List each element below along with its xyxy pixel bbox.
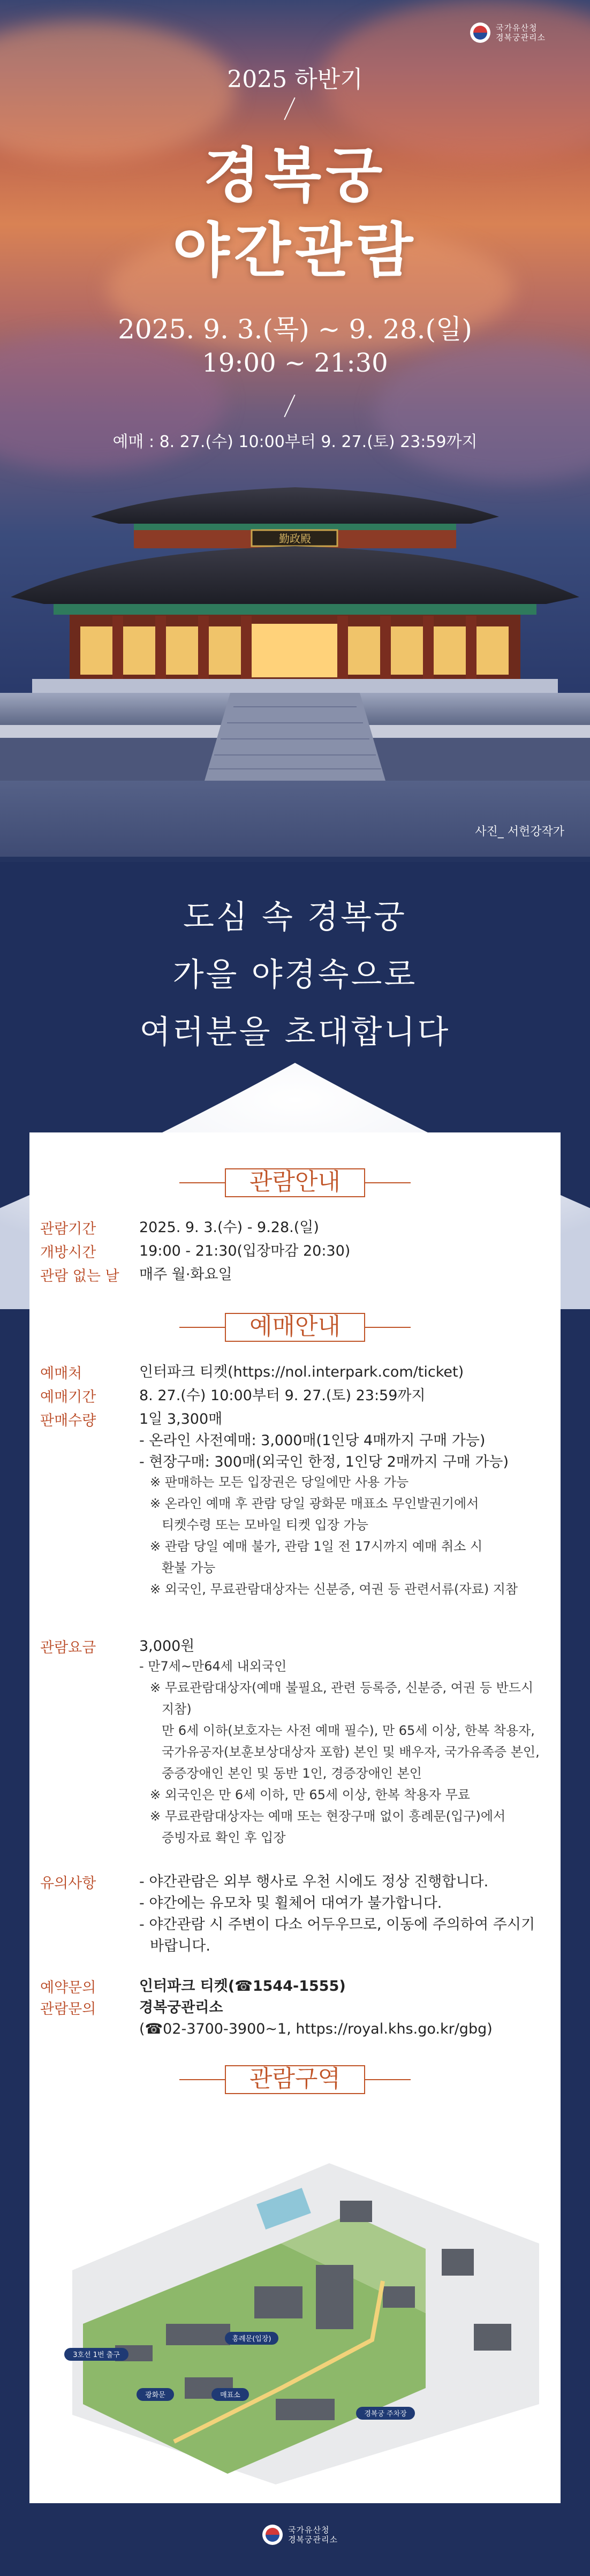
info-card bbox=[29, 1132, 561, 2503]
info-value: 19:00 - 21:30(입장마감 20:30) bbox=[139, 1243, 351, 1259]
section-title-label: 예매안내 bbox=[249, 1313, 341, 1340]
info-row-booking-period bbox=[40, 1385, 551, 1407]
map-label-ticket-office: 매표소 bbox=[220, 2391, 240, 2399]
quantity-line: - 현장구매: 300매(외국인 한정, 1인당 2매까지 구매 가능) bbox=[139, 1454, 509, 1470]
fee-details bbox=[139, 1636, 551, 1850]
quantity-note: ※ 관람 당일 예매 불가, 관람 1일 전 17시까지 예매 취소 시 bbox=[150, 1539, 483, 1554]
hero-subtitle: 2025 하반기 bbox=[227, 66, 363, 93]
caution-line: - 야간관람은 외부 행사로 우천 시에도 정상 진행합니다. bbox=[139, 1874, 489, 1890]
contact-link[interactable]: (☎02-3700-3900~1, https://royal.khs.go.kr/gbg) bbox=[139, 2021, 493, 2037]
seller-link[interactable]: 인터파크 티켓(https://nol.interpark.com/ticket) bbox=[139, 1364, 464, 1380]
info-key: 관람요금 bbox=[40, 1640, 96, 1656]
quantity-line: - 온라인 사전예매: 3,000매(1인당 4매까지 구매 가능) bbox=[139, 1432, 486, 1449]
info-value: 매주 월·화요일 bbox=[139, 1266, 232, 1283]
divider-slash bbox=[284, 395, 295, 418]
quantity-note: 환불 가능 bbox=[162, 1560, 216, 1575]
palace-area-map bbox=[51, 2163, 539, 2484]
info-row-caution bbox=[40, 1871, 551, 1968]
fee-line: - 만7세~만64세 내외국인 bbox=[139, 1659, 287, 1674]
org-name-line2: 경복궁관리소 bbox=[496, 33, 546, 42]
contact-line: 인터파크 티켓(☎1544-1555) bbox=[139, 1978, 346, 1995]
caution-details bbox=[139, 1871, 551, 1957]
fee-line: 3,000원 bbox=[139, 1638, 195, 1655]
event-times: 19:00 ~ 21:30 bbox=[202, 348, 388, 378]
palace-illustration bbox=[0, 471, 590, 857]
info-row-closed-days bbox=[40, 1264, 551, 1286]
fee-note: 지참) bbox=[162, 1702, 192, 1717]
quantity-note: 티켓수령 또는 모바일 티켓 입장 가능 bbox=[162, 1517, 368, 1532]
fee-note: 국가유공자(보훈보상대상자 포함) 본인 및 배우자, 국가유족증 본인, bbox=[162, 1744, 540, 1759]
section-title-reservation bbox=[29, 1304, 561, 1347]
quantity-note: ※ 온라인 예매 후 관람 당일 광화문 매표소 무인발권기에서 bbox=[150, 1496, 479, 1511]
fee-note: ※ 무료관람대상자는 예매 또는 현장구매 없이 흥례문(입구)에서 bbox=[150, 1809, 506, 1824]
info-row-quantity bbox=[40, 1409, 551, 1644]
quantity-details bbox=[139, 1409, 551, 1601]
info-row-fee bbox=[40, 1636, 551, 1871]
hero-section bbox=[0, 0, 590, 862]
divider-slash bbox=[284, 97, 295, 120]
info-key: 예약문의 bbox=[40, 1980, 96, 1996]
caution-line: 바랍니다. bbox=[150, 1938, 210, 1954]
section-title-label: 관람구역 bbox=[249, 2065, 341, 2092]
map-label-gwanghwamun: 광화문 bbox=[145, 2391, 165, 2399]
hero-title-line1: 경복궁 bbox=[203, 141, 387, 210]
info-row-contact bbox=[40, 1976, 551, 2045]
org-name-line2: 경복궁관리소 bbox=[288, 2535, 338, 2544]
svg-text:勤政殿: 勤政殿 bbox=[279, 532, 311, 545]
info-key: 예매처 bbox=[40, 1365, 82, 1382]
info-key: 판매수량 bbox=[40, 1412, 96, 1429]
info-key: 관람문의 bbox=[40, 2001, 96, 2018]
fee-note: ※ 외국인은 만 6세 이하, 만 65세 이상, 한복 착용자 무료 bbox=[150, 1787, 470, 1802]
info-key: 개방시간 bbox=[40, 1244, 96, 1261]
org-name-line1: 국가유산청 bbox=[288, 2525, 330, 2535]
info-row-period bbox=[40, 1217, 551, 1238]
fee-note: 만 6세 이하(보호자는 사전 예매 필수), 만 65세 이상, 한복 착용자, bbox=[162, 1723, 535, 1738]
fee-note: 증빙자료 확인 후 입장 bbox=[162, 1830, 286, 1845]
contact-details bbox=[139, 1976, 551, 2040]
info-value: 2025. 9. 3.(수) - 9.28.(일) bbox=[139, 1219, 319, 1236]
info-row-hours bbox=[40, 1241, 551, 1262]
org-name-line1: 국가유산청 bbox=[496, 23, 538, 33]
invite-line1: 도심 속 경복궁 bbox=[183, 898, 407, 936]
quantity-note: ※ 판매하는 모든 입장권은 당일에만 사용 가능 bbox=[150, 1475, 409, 1490]
fee-note: 중증장애인 본인 및 동반 1인, 경증장애인 본인 bbox=[162, 1766, 422, 1781]
caution-line: - 야간에는 유모차 및 휠체어 대여가 불가합니다. bbox=[139, 1895, 442, 1912]
footer-org-logo bbox=[262, 2525, 338, 2545]
reservation-period: 예매 : 8. 27.(수) 10:00부터 9. 27.(토) 23:59까지 bbox=[112, 433, 478, 451]
caution-line: - 야간관람 시 주변이 다소 어두우므로, 이동에 주의하여 주시기 bbox=[139, 1916, 535, 1933]
photo-credit: 사진_ 서헌강작가 bbox=[475, 825, 564, 838]
info-key: 관람 없는 날 bbox=[40, 1268, 119, 1285]
map-label-parking: 경복궁 주차장 bbox=[364, 2410, 407, 2418]
contact-line: 경복궁관리소 bbox=[139, 1999, 223, 2016]
event-dates: 2025. 9. 3.(목) ~ 9. 28.(일) bbox=[118, 314, 472, 345]
section-title-viewing-info bbox=[29, 1159, 561, 1202]
quantity-line: 1일 3,300매 bbox=[139, 1411, 223, 1427]
section-title-area bbox=[29, 2056, 561, 2099]
info-key: 유의사항 bbox=[40, 1875, 96, 1892]
section-title-label: 관람안내 bbox=[249, 1168, 341, 1196]
fee-note: ※ 무료관람대상자(예매 불필요, 관련 등록증, 신분증, 여권 등 반드시 bbox=[150, 1680, 534, 1695]
taegeuk-icon bbox=[470, 22, 490, 43]
info-key: 관람기간 bbox=[40, 1221, 96, 1237]
invite-line3: 여러분을 초대합니다 bbox=[139, 1014, 451, 1051]
info-value: 8. 27.(수) 10:00부터 9. 27.(토) 23:59까지 bbox=[139, 1387, 426, 1404]
hero-title-line2: 야간관람 bbox=[172, 216, 418, 285]
map-label-heungnyemun: 흥례문(입장) bbox=[232, 2335, 271, 2343]
info-row-seller bbox=[40, 1362, 551, 1383]
invite-line2: 가을 야경속으로 bbox=[172, 956, 418, 994]
info-key: 예매기간 bbox=[40, 1389, 96, 1406]
org-logo bbox=[470, 22, 546, 43]
quantity-note: ※ 외국인, 무료관람대상자는 신분증, 여권 등 관련서류(자료) 지참 bbox=[150, 1582, 518, 1597]
map-label-exit: 3호선 1번 출구 bbox=[73, 2351, 120, 2359]
taegeuk-icon bbox=[262, 2525, 283, 2545]
